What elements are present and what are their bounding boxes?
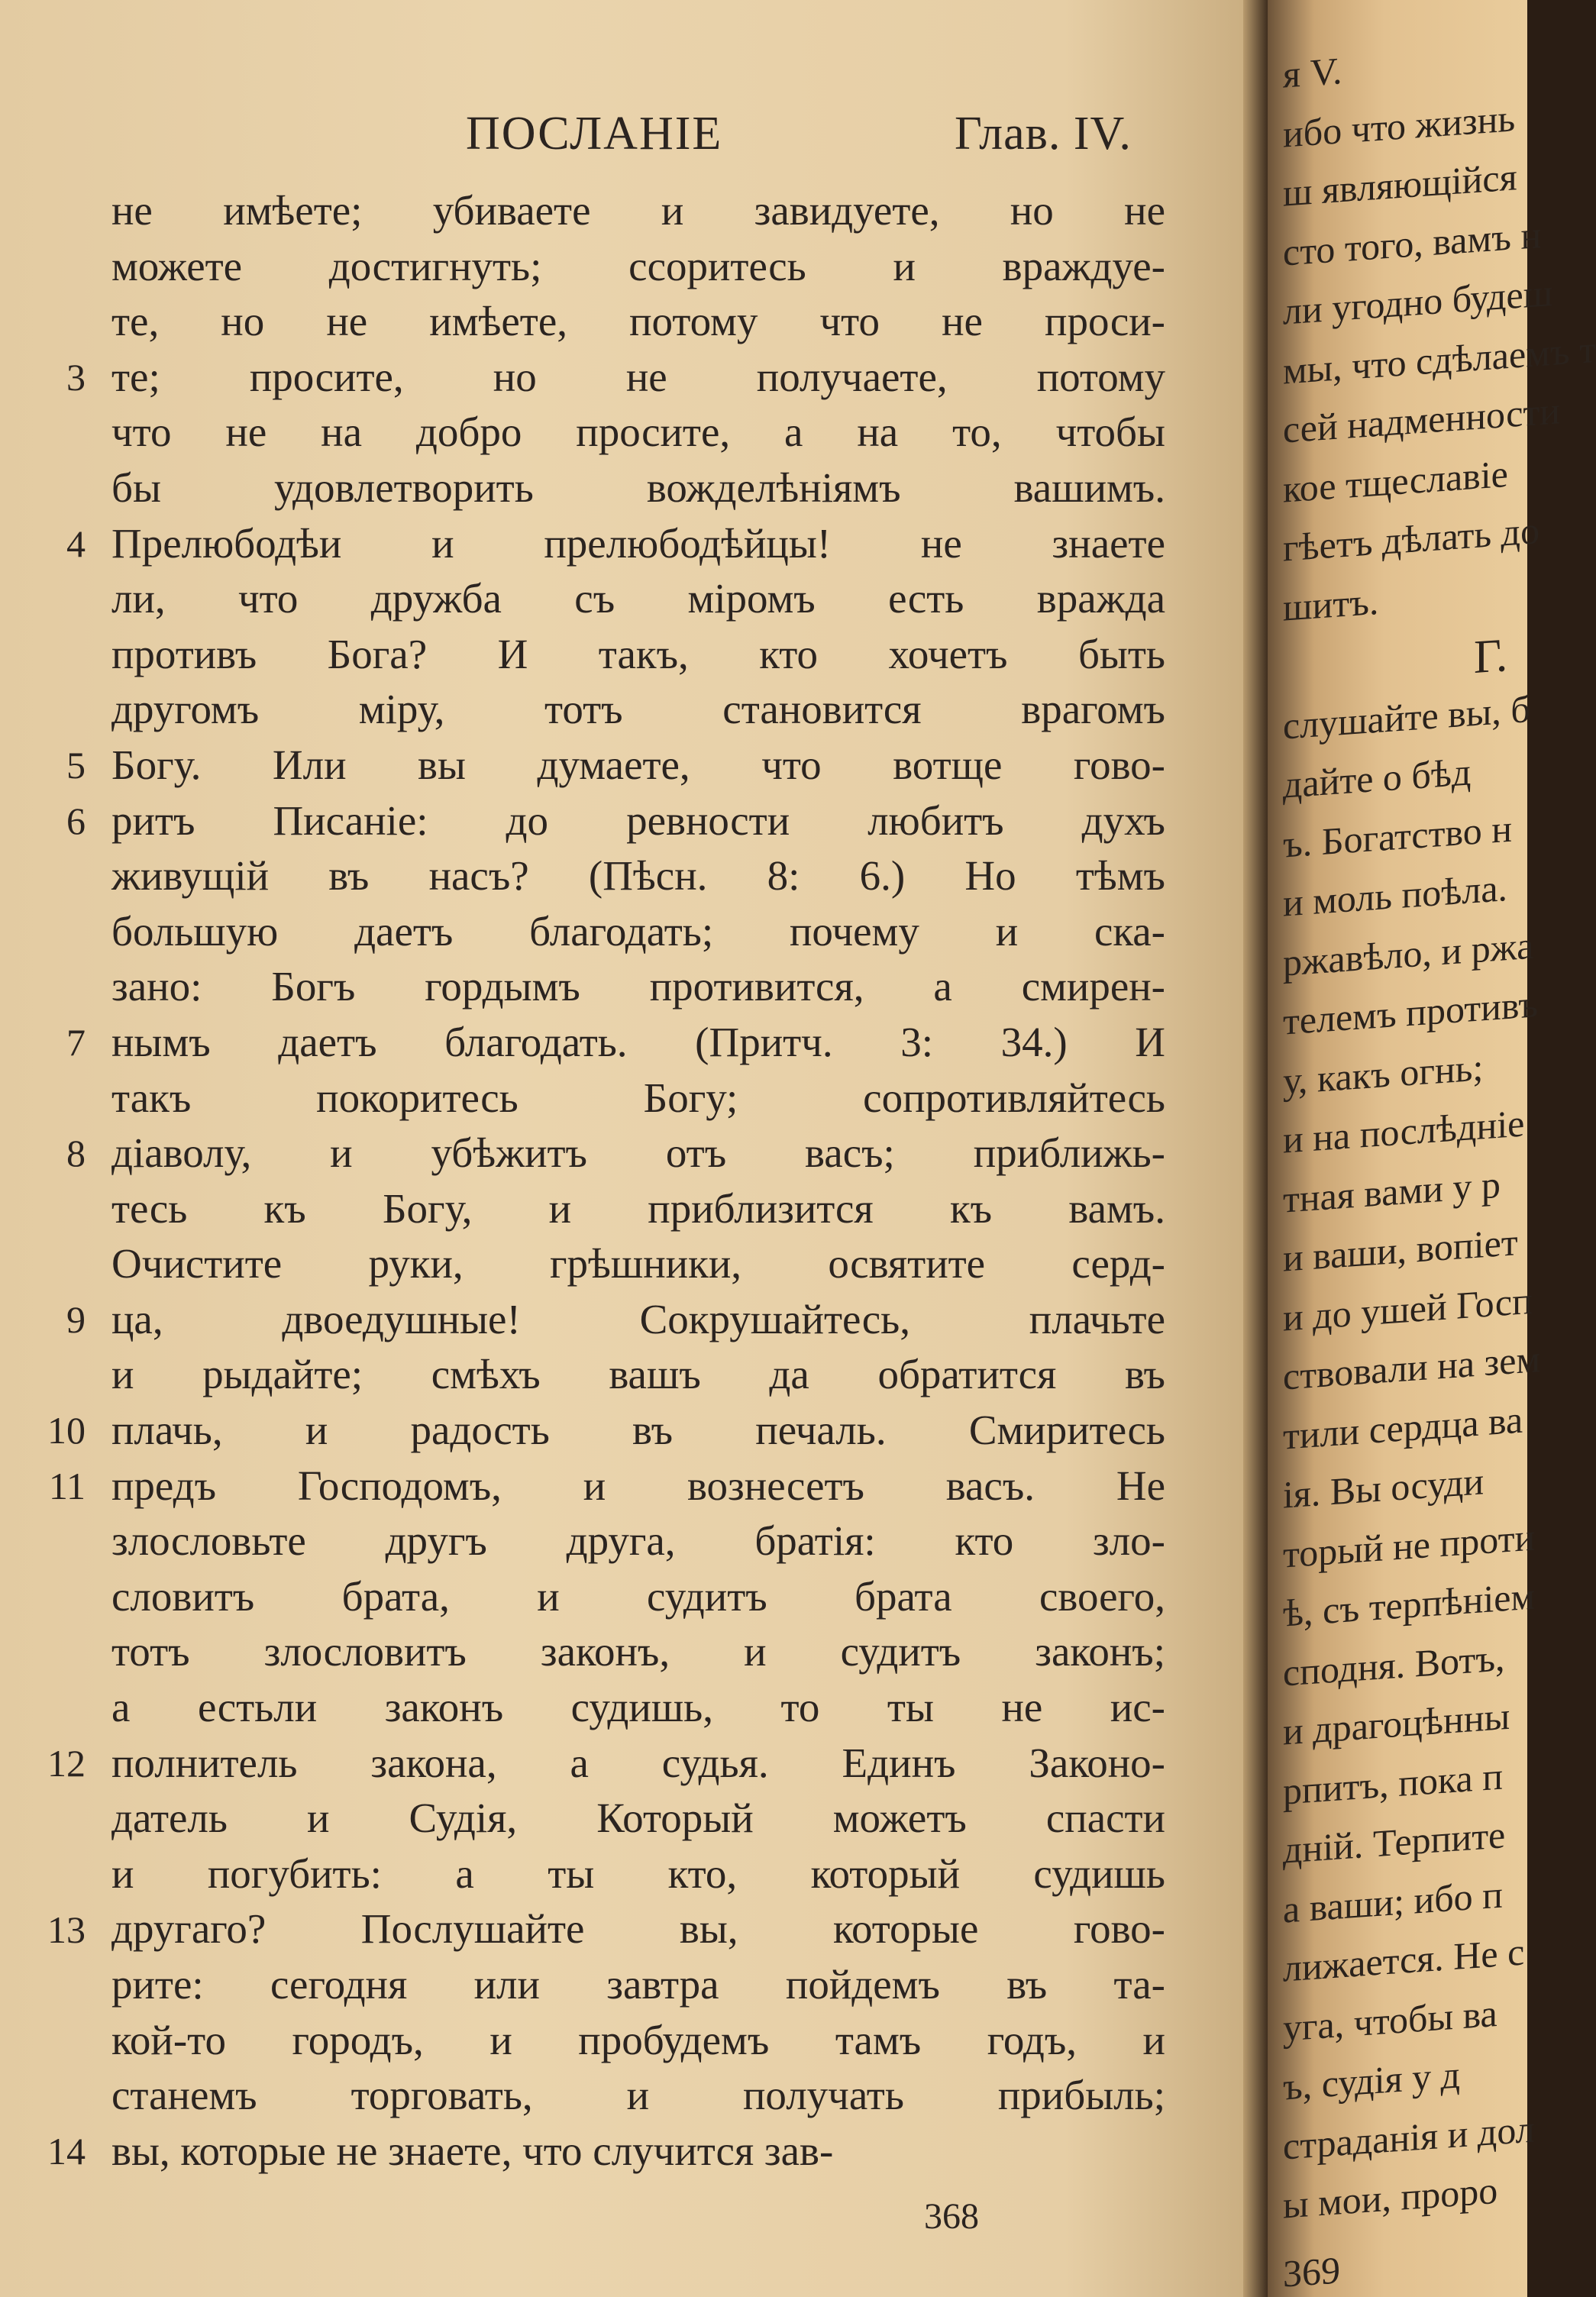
text-line: другаго? Послушайте вы, которые гово- <box>111 1905 1165 1953</box>
text-line: что не на добро просите, а на то, чтобы <box>111 409 1165 456</box>
text-line: те, но не имѣете, потому что не проси- <box>111 298 1165 345</box>
right-page-line: и драгоцѣнны <box>1283 1694 1510 1753</box>
text-line: злословьте другъ друга, братія: кто зло- <box>111 1517 1165 1565</box>
text-line: Прелюбодѣи и прелюбодѣйцы! не знаете <box>111 519 1165 567</box>
right-page-line: сподня. Вотъ, <box>1283 1635 1505 1694</box>
text-line: и рыдайте; смѣхъ вашъ да обратится въ <box>111 1351 1165 1398</box>
text-line: датель и Судія, Который можетъ спасти <box>111 1795 1165 1842</box>
text-line: другомъ міру, тотъ становится врагомъ <box>111 686 1165 733</box>
right-page-line: ибо что жизнь <box>1283 95 1516 156</box>
text-line: полнитель закона, а судья. Единъ Законо- <box>111 1739 1165 1786</box>
right-page-line: страданія и дол <box>1283 2107 1535 2168</box>
verse-number: 11 <box>48 1464 86 1507</box>
right-page-line: телемъ противъ <box>1283 982 1539 1043</box>
right-page-line: ъ. Богатство н <box>1283 806 1512 866</box>
text-line: те; просите, но не получаете, потому <box>111 353 1165 400</box>
right-page-line: мы, что сдѣлаемъ т <box>1283 327 1596 393</box>
verse-number: 8 <box>66 1132 86 1175</box>
text-line: не имѣете; убиваете и завидуете, но не <box>111 187 1165 234</box>
verse-number: 9 <box>66 1298 86 1341</box>
body-text <box>111 183 1165 2179</box>
right-page-line: уга, чтобы ва <box>1283 1991 1497 2050</box>
text-line: кой-то городъ, и пробудемъ тамъ годъ, и <box>111 2016 1165 2063</box>
right-page-line: и до ушей Госп <box>1283 1278 1533 1339</box>
right-page-text <box>1268 0 1596 2297</box>
right-page-line: а ваши; ибо п <box>1283 1872 1503 1931</box>
right-page-line: лижается. Не с <box>1283 1930 1525 1990</box>
right-page-line: и ваши, вопіет <box>1283 1220 1518 1280</box>
text-line: тотъ злословитъ законъ, и судитъ законъ; <box>111 1628 1165 1675</box>
right-page-line: тили сердца ва <box>1283 1397 1523 1458</box>
text-line: вы, которые не знаете, что случится зав- <box>111 2127 834 2174</box>
right-page-line: ѣ, съ терпѣніем <box>1283 1574 1536 1635</box>
right-page-line: ржавѣло, и ржа <box>1283 923 1534 984</box>
right-page-line: тная вами у р <box>1283 1162 1501 1221</box>
text-line: словитъ брата, и судитъ брата своего, <box>111 1572 1165 1620</box>
page-title: ПОСЛАНІЕ <box>466 108 723 160</box>
text-line: діаволу, и убѣжитъ отъ васъ; приближь- <box>111 1129 1165 1177</box>
text-line: и погубить: а ты кто, который судишь <box>111 1850 1165 1897</box>
right-page-line: кое тщеславіе <box>1283 451 1508 511</box>
text-line: а естьли законъ судишь, то ты не ис- <box>111 1684 1165 1731</box>
verse-number: 5 <box>66 744 86 787</box>
right-page <box>1268 0 1596 2297</box>
text-line: тесь къ Богу, и приблизится къ вамъ. <box>111 1184 1165 1232</box>
right-page-line: и моль поѣла. <box>1283 866 1508 925</box>
right-page-line: ли угодно будеш <box>1283 270 1553 333</box>
verse-number: 4 <box>66 522 86 565</box>
text-line: ли, что дружба съ міромъ есть вражда <box>111 575 1165 622</box>
right-page-line: рпитъ, пока п <box>1283 1753 1503 1813</box>
text-line: такъ покоритесь Богу; сопротивляйтесь <box>111 1074 1165 1121</box>
right-page-line: сто того, вамъ н <box>1283 212 1542 274</box>
right-page-line: торый не проти <box>1283 1515 1536 1576</box>
verse-number: 13 <box>47 1908 86 1951</box>
text-line: рите: сегодня или завтра пойдемъ въ та- <box>111 1961 1165 2008</box>
verse-number: 7 <box>66 1021 86 1064</box>
text-line: плачь, и радость въ печаль. Смиритесь <box>111 1407 1165 1454</box>
text-line: предъ Господомъ, и вознесетъ васъ. Не <box>111 1462 1165 1509</box>
right-page-line: дайте о бѣд <box>1283 750 1472 806</box>
page-number: 368 <box>924 2196 979 2237</box>
right-page-line: 369 <box>1283 2248 1340 2295</box>
text-line: станемъ торговать, и получать прибыль; <box>111 2072 1165 2119</box>
text-line: ритъ Писаніе: до ревности любитъ духъ <box>111 796 1165 844</box>
verse-number: 12 <box>47 1741 86 1785</box>
text-line: Богу. Или вы думаете, что вотще гово- <box>111 741 1165 788</box>
text-line: живущій въ насъ? (Пѣсн. 8: 6.) Но тѣмъ <box>111 852 1165 900</box>
verse-number: 14 <box>47 2130 86 2173</box>
right-page-line: ствовали на зем <box>1283 1337 1541 1398</box>
text-line: бы удовлетворить вожделѣніямъ вашимъ. <box>111 464 1165 511</box>
text-line: зано: Богъ гордымъ противится, а смирен- <box>111 963 1165 1010</box>
text-line: противъ Бога? И такъ, кто хочетъ быть <box>111 630 1165 677</box>
right-page-line: и на послѣдніе <box>1283 1101 1525 1161</box>
right-page-line: я V. <box>1283 49 1342 96</box>
chapter-label: Глав. IV. <box>955 108 1132 160</box>
right-page-line: ія. Вы осуди <box>1283 1459 1485 1517</box>
right-page-line: сей надменности <box>1283 389 1561 451</box>
verse-number: 10 <box>47 1409 86 1452</box>
right-page-line: Г. <box>1474 629 1508 684</box>
text-line: можете достигнуть; ссоритесь и враждуе- <box>111 242 1165 289</box>
right-page-line: гѣетъ дѣлать до <box>1283 509 1540 570</box>
right-page-line: слушайте вы, б <box>1283 687 1530 748</box>
text-line: Очистите руки, грѣшники, освятите серд- <box>111 1240 1165 1287</box>
text-line: большую даетъ благодать; почему и ска- <box>111 907 1165 955</box>
right-page-line: шитъ. <box>1283 579 1379 629</box>
right-page-line: ы мои, проро <box>1283 2168 1498 2227</box>
right-page-line: ш являющійся <box>1283 155 1517 215</box>
text-line: ца, двоедушные! Сокрушайтесь, плачьте <box>111 1295 1165 1342</box>
right-page-line: дній. Терпите <box>1283 1813 1506 1872</box>
text-line: нымъ даетъ благодать. (Притч. 3: 34.) И <box>111 1018 1165 1065</box>
right-page-line: у, какъ огнь; <box>1283 1045 1484 1103</box>
verse-number: 6 <box>66 799 86 842</box>
right-page-line: ъ, судія у д <box>1283 2053 1461 2108</box>
verse-number: 3 <box>66 355 86 399</box>
